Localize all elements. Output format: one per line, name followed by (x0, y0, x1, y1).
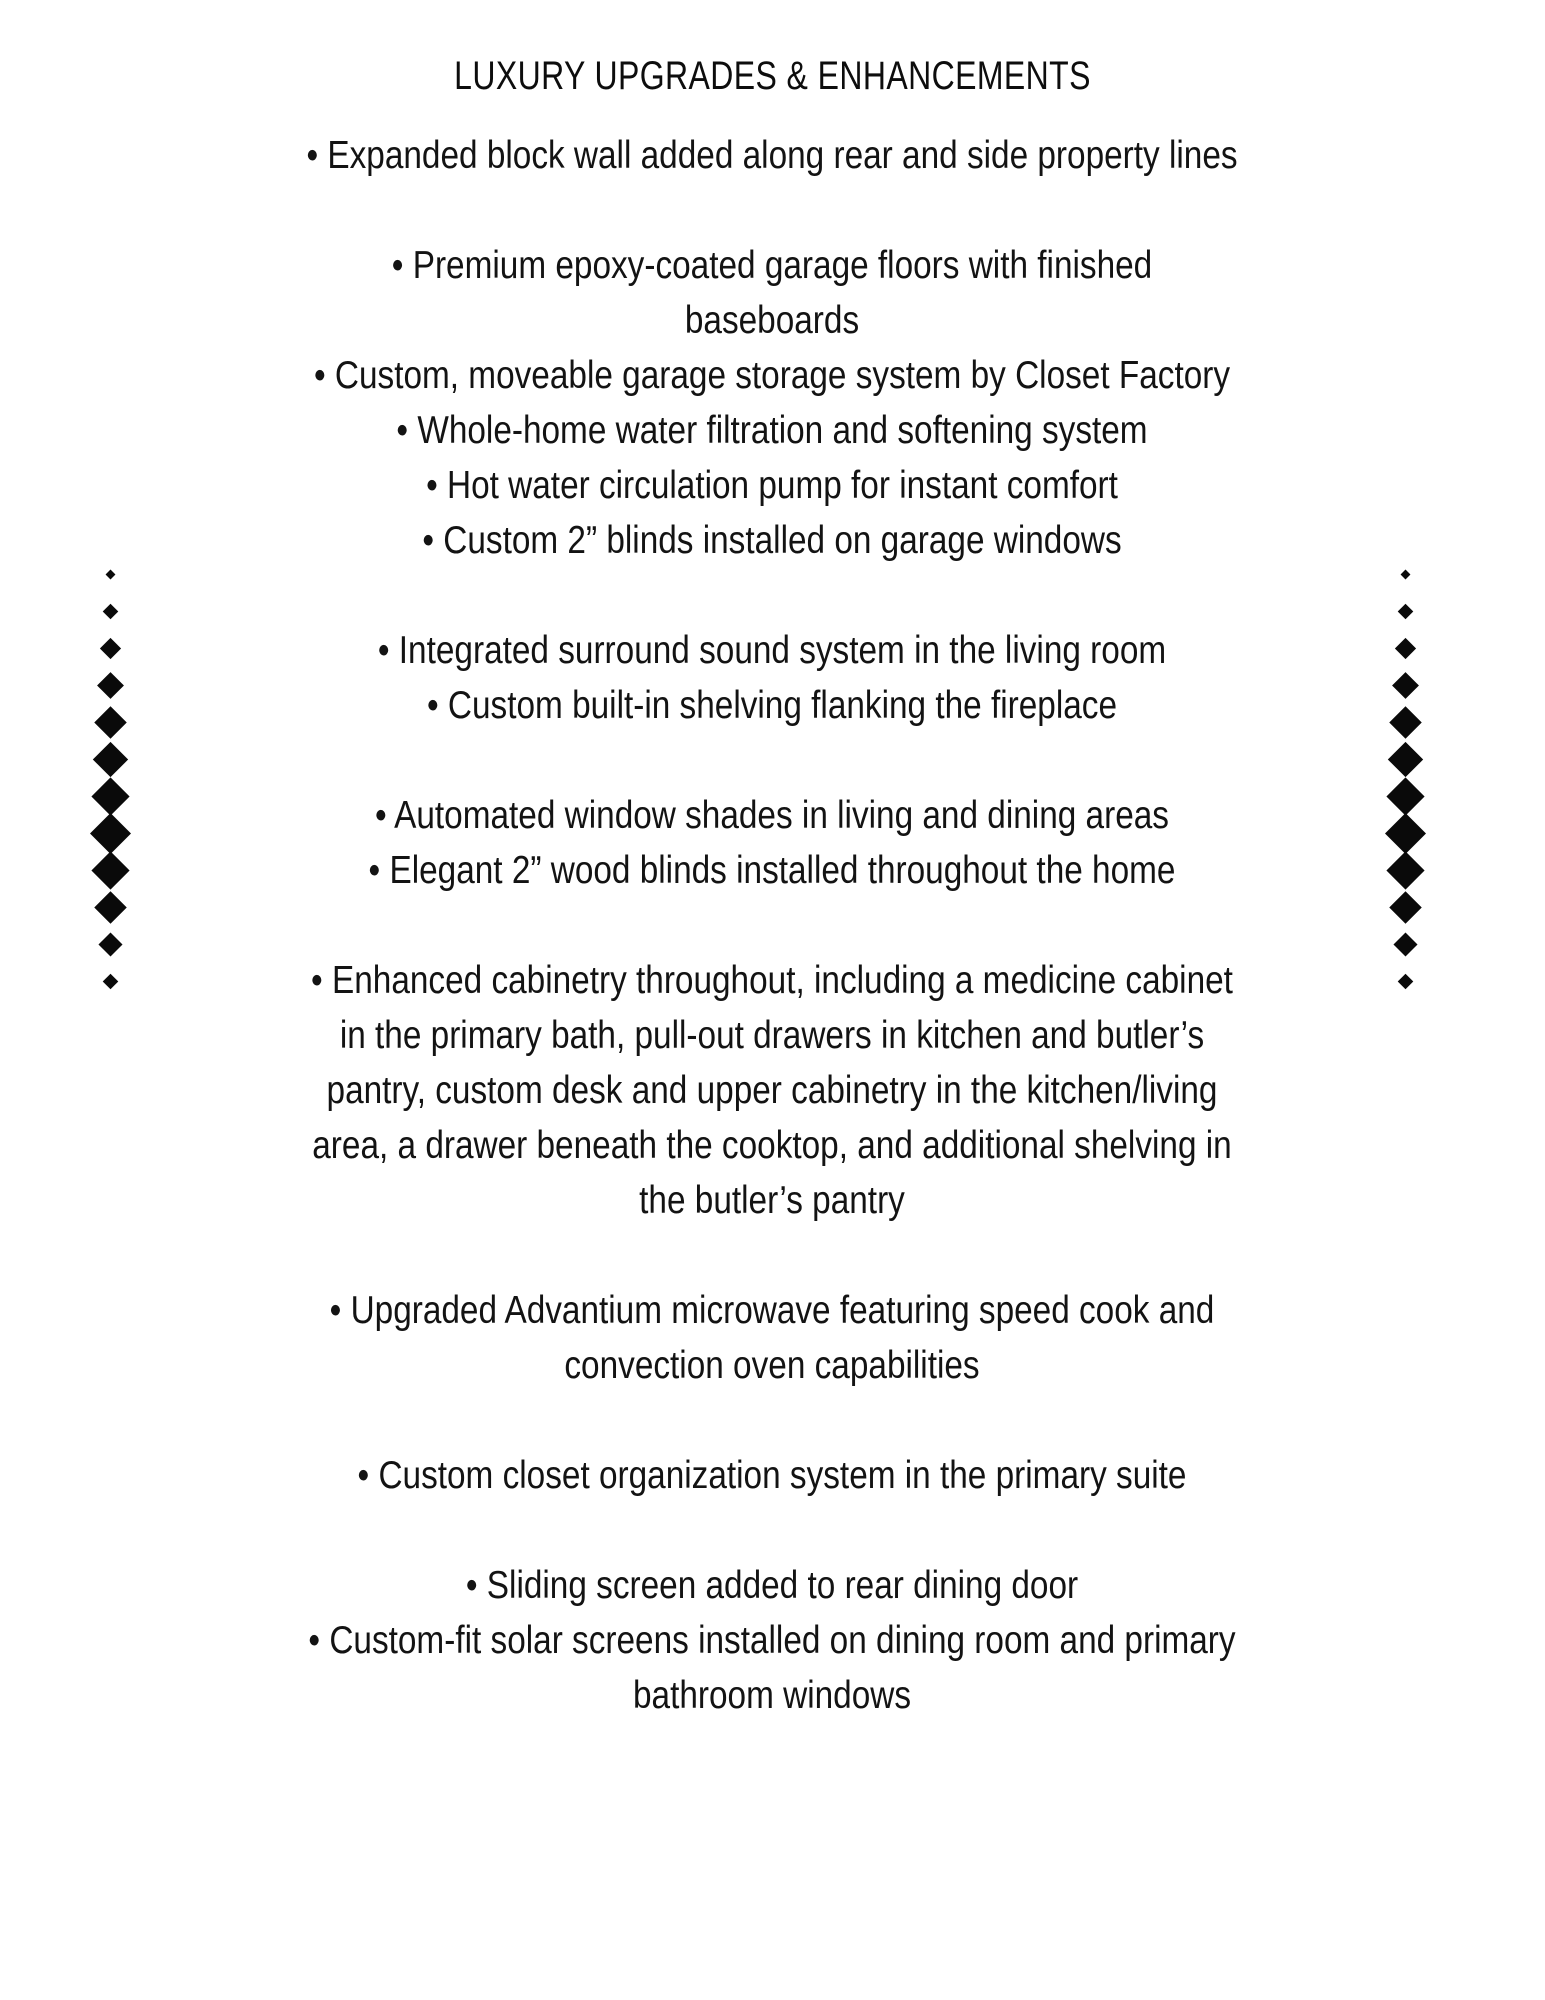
spacer (222, 568, 1322, 623)
upgrades-list (222, 128, 1322, 1723)
bullet-builtin-shelving: • Custom built-in shelving flanking the fireplace (426, 684, 1118, 727)
diamond-shape (91, 777, 129, 815)
diamond-shape (102, 604, 118, 620)
diamond-shape (89, 813, 130, 854)
diamond-shape (97, 672, 124, 699)
diamond-shape (92, 742, 127, 777)
bullet-surround-sound: • Integrated surround sound system in the living room (377, 629, 1167, 672)
diamond-icon (80, 556, 140, 593)
diamond-shape (98, 932, 122, 956)
diamond-icon (80, 852, 140, 889)
bullet-sliding-screen: • Sliding screen added to rear dining door (465, 1564, 1079, 1607)
diamond-icon (80, 815, 140, 852)
spacer (222, 898, 1322, 953)
bullet-automated-shades: • Automated window shades in living and dining areas (375, 794, 1169, 837)
diamond-shape (1397, 974, 1413, 990)
diamond-icon (1375, 741, 1435, 778)
bullet-solar-screens: • Custom-fit solar screens installed on dining room and primary bathroom windows (308, 1619, 1236, 1717)
diamond-icon (1375, 852, 1435, 889)
bullet-wood-blinds: • Elegant 2” wood blinds installed throughout the home (368, 849, 1176, 892)
diamond-ornament-right (1375, 556, 1435, 1000)
bullet-hot-water-pump: • Hot water circulation pump for instant comfort (426, 464, 1118, 507)
bullet-epoxy-floors: • Premium epoxy-coated garage floors with finished baseboards (391, 244, 1153, 342)
diamond-shape (1386, 777, 1424, 815)
bullet-water-filtration: • Whole-home water filtration and softening system (396, 409, 1148, 452)
bullet-block-wall: • Expanded block wall added along rear and side property lines (306, 134, 1238, 177)
diamond-icon (1375, 889, 1435, 926)
spacer (222, 733, 1322, 788)
diamond-shape (1387, 742, 1422, 777)
bullet-cabinetry: • Enhanced cabinetry throughout, including a medicine cabinet in the primary bath, pull-out drawers in kitchen and butler’s pantry, custom desk and upper cabinetry in the kitchen/living area, a drawer beneath the cooktop, and additional shelving in the butler’s pantry (311, 959, 1233, 1222)
diamond-shape (1400, 570, 1410, 580)
diamond-shape (94, 891, 127, 924)
spacer (222, 1503, 1322, 1558)
diamond-icon (1375, 704, 1435, 741)
diamond-shape (102, 974, 118, 990)
diamond-icon (80, 630, 140, 667)
diamond-icon (80, 704, 140, 741)
bullet-garage-storage: • Custom, moveable garage storage system by Closet Factory (313, 354, 1231, 397)
diamond-shape (1392, 672, 1419, 699)
diamond-shape (91, 851, 129, 889)
diamond-icon (80, 778, 140, 815)
bullet-advantium-microwave: • Upgraded Advantium microwave featuring speed cook and convection oven capabilities (329, 1289, 1215, 1387)
diamond-icon (80, 889, 140, 926)
diamond-shape (1389, 706, 1422, 739)
diamond-icon (1375, 667, 1435, 704)
diamond-icon (80, 593, 140, 630)
diamond-shape (105, 570, 115, 580)
diamond-shape (1384, 813, 1425, 854)
diamond-icon (1375, 778, 1435, 815)
spacer (222, 1228, 1322, 1283)
diamond-shape (1394, 638, 1415, 659)
bullet-closet-organization: • Custom closet organization system in the primary suite (357, 1454, 1187, 1497)
spacer (222, 183, 1322, 238)
diamond-shape (1389, 891, 1422, 924)
diamond-icon (1375, 926, 1435, 963)
diamond-shape (1397, 604, 1413, 620)
diamond-icon (80, 926, 140, 963)
diamond-icon (80, 741, 140, 778)
diamond-shape (1386, 851, 1424, 889)
diamond-icon (80, 963, 140, 1000)
diamond-icon (80, 667, 140, 704)
diamond-shape (94, 706, 127, 739)
diamond-ornament-left (80, 556, 140, 1000)
diamond-shape (1393, 932, 1417, 956)
diamond-icon (1375, 593, 1435, 630)
diamond-icon (1375, 556, 1435, 593)
bullet-garage-blinds: • Custom 2” blinds installed on garage windows (422, 519, 1122, 562)
diamond-icon (1375, 815, 1435, 852)
page-title: LUXURY UPGRADES & ENHANCEMENTS (454, 54, 1091, 98)
diamond-shape (99, 638, 120, 659)
spacer (222, 1393, 1322, 1448)
diamond-icon (1375, 963, 1435, 1000)
diamond-icon (1375, 630, 1435, 667)
